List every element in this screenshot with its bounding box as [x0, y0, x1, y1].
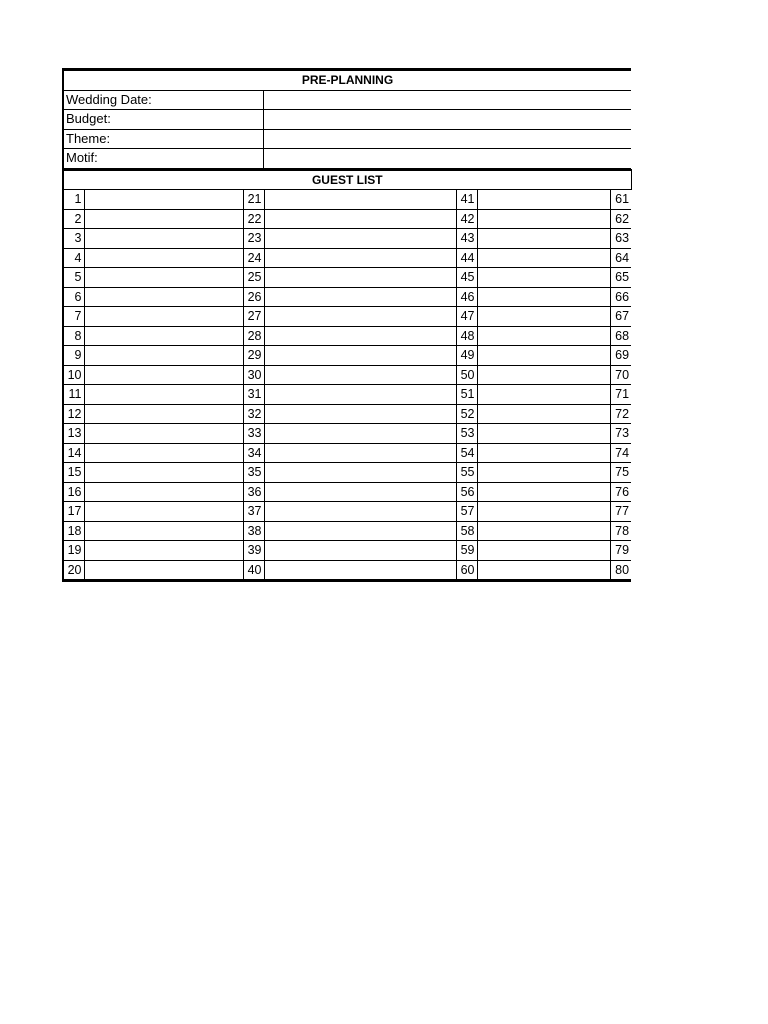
table-row [63, 209, 631, 229]
guest-name-cell[interactable] [84, 248, 243, 268]
guest-number: 2 [63, 209, 84, 229]
guest-number: 1 [63, 190, 84, 210]
guest-number: 63 [610, 229, 631, 249]
table-row [63, 190, 631, 210]
guest-number: 54 [456, 443, 477, 463]
guest-name-cell[interactable] [477, 307, 610, 327]
guest-number: 28 [243, 326, 264, 346]
guest-name-cell[interactable] [84, 268, 243, 288]
guest-number: 5 [63, 268, 84, 288]
guest-number: 18 [63, 521, 84, 541]
field-row-motif [63, 149, 631, 169]
guest-number: 48 [456, 326, 477, 346]
guest-number: 40 [243, 560, 264, 581]
guest-name-cell[interactable] [477, 521, 610, 541]
guest-name-cell[interactable] [477, 229, 610, 249]
guest-number: 51 [456, 385, 477, 405]
guest-name-cell[interactable] [84, 209, 243, 229]
guest-name-cell[interactable] [477, 268, 610, 288]
guest-number: 75 [610, 463, 631, 483]
guest-number: 29 [243, 346, 264, 366]
guest-number: 7 [63, 307, 84, 327]
table-row [63, 346, 631, 366]
table-row [63, 424, 631, 444]
guest-name-cell[interactable] [264, 229, 456, 249]
guest-number: 64 [610, 248, 631, 268]
table-row [63, 443, 631, 463]
guest-number: 10 [63, 365, 84, 385]
guest-name-cell[interactable] [477, 209, 610, 229]
guest-name-cell[interactable] [84, 443, 243, 463]
table-row [63, 541, 631, 561]
guest-number: 39 [243, 541, 264, 561]
guest-name-cell[interactable] [264, 190, 456, 210]
guest-name-cell[interactable] [477, 424, 610, 444]
field-label: Wedding Date: [63, 90, 263, 110]
guest-number: 72 [610, 404, 631, 424]
field-row-budget [63, 110, 631, 130]
guest-name-cell[interactable] [264, 268, 456, 288]
guest-number: 65 [610, 268, 631, 288]
pre-planning-title: PRE-PLANNING [63, 70, 631, 91]
guest-number: 41 [456, 190, 477, 210]
guest-number: 38 [243, 521, 264, 541]
guest-number: 67 [610, 307, 631, 327]
guest-list-table [62, 169, 632, 583]
guest-number: 26 [243, 287, 264, 307]
guest-name-cell[interactable] [477, 248, 610, 268]
guest-number: 14 [63, 443, 84, 463]
guest-number: 17 [63, 502, 84, 522]
guest-number: 25 [243, 268, 264, 288]
field-row-wedding-date [63, 90, 631, 110]
guest-name-cell[interactable] [84, 560, 243, 581]
guest-number: 60 [456, 560, 477, 581]
guest-number: 53 [456, 424, 477, 444]
table-row [63, 229, 631, 249]
guest-number: 45 [456, 268, 477, 288]
guest-name-cell[interactable] [264, 502, 456, 522]
guest-list-title: GUEST LIST [63, 170, 631, 190]
guest-number: 11 [63, 385, 84, 405]
guest-number: 47 [456, 307, 477, 327]
guest-name-cell[interactable] [84, 521, 243, 541]
table-row [63, 248, 631, 268]
guest-number: 68 [610, 326, 631, 346]
table-row [63, 365, 631, 385]
field-label: Budget: [63, 110, 263, 130]
guest-name-cell[interactable] [264, 541, 456, 561]
guest-name-cell[interactable] [264, 287, 456, 307]
guest-name-cell[interactable] [477, 482, 610, 502]
guest-number: 44 [456, 248, 477, 268]
field-label: Theme: [63, 129, 263, 149]
guest-name-cell[interactable] [264, 521, 456, 541]
guest-name-cell[interactable] [477, 541, 610, 561]
guest-name-cell[interactable] [84, 385, 243, 405]
guest-number: 20 [63, 560, 84, 581]
guest-number: 46 [456, 287, 477, 307]
guest-name-cell[interactable] [84, 326, 243, 346]
guest-number: 49 [456, 346, 477, 366]
guest-number: 57 [456, 502, 477, 522]
guest-name-cell[interactable] [477, 560, 610, 581]
guest-number: 23 [243, 229, 264, 249]
pre-planning-table [62, 68, 631, 169]
guest-name-cell[interactable] [84, 190, 243, 210]
field-row-theme [63, 129, 631, 149]
guest-number: 9 [63, 346, 84, 366]
guest-number: 55 [456, 463, 477, 483]
guest-name-cell[interactable] [477, 404, 610, 424]
guest-name-cell[interactable] [84, 424, 243, 444]
guest-number: 36 [243, 482, 264, 502]
guest-name-cell[interactable] [84, 541, 243, 561]
guest-name-cell[interactable] [84, 307, 243, 327]
guest-number: 34 [243, 443, 264, 463]
guest-number: 30 [243, 365, 264, 385]
guest-number: 3 [63, 229, 84, 249]
guest-name-cell[interactable] [264, 326, 456, 346]
guest-name-cell[interactable] [84, 404, 243, 424]
guest-number: 78 [610, 521, 631, 541]
table-row [63, 463, 631, 483]
table-row [63, 560, 631, 581]
guest-number: 24 [243, 248, 264, 268]
guest-name-cell[interactable] [84, 287, 243, 307]
guest-name-cell[interactable] [84, 463, 243, 483]
guest-name-cell[interactable] [264, 346, 456, 366]
guest-name-cell[interactable] [477, 502, 610, 522]
guest-name-cell[interactable] [264, 307, 456, 327]
guest-number: 21 [243, 190, 264, 210]
guest-name-cell[interactable] [84, 365, 243, 385]
guest-number: 74 [610, 443, 631, 463]
guest-number: 73 [610, 424, 631, 444]
guest-name-cell[interactable] [84, 502, 243, 522]
table-row [63, 385, 631, 405]
guest-number: 13 [63, 424, 84, 444]
guest-name-cell[interactable] [84, 229, 243, 249]
guest-number: 8 [63, 326, 84, 346]
guest-number: 42 [456, 209, 477, 229]
table-row [63, 404, 631, 424]
guest-number: 35 [243, 463, 264, 483]
table-row [63, 521, 631, 541]
guest-name-cell[interactable] [264, 443, 456, 463]
guest-number: 50 [456, 365, 477, 385]
guest-number: 15 [63, 463, 84, 483]
guest-name-cell[interactable] [264, 560, 456, 581]
table-row [63, 287, 631, 307]
guest-number: 12 [63, 404, 84, 424]
guest-number: 27 [243, 307, 264, 327]
guest-number: 58 [456, 521, 477, 541]
guest-name-cell[interactable] [477, 346, 610, 366]
guest-number: 52 [456, 404, 477, 424]
table-row [63, 307, 631, 327]
guest-name-cell[interactable] [477, 443, 610, 463]
guest-number: 62 [610, 209, 631, 229]
guest-number: 4 [63, 248, 84, 268]
guest-number: 69 [610, 346, 631, 366]
guest-name-cell[interactable] [84, 346, 243, 366]
guest-number: 56 [456, 482, 477, 502]
table-row [63, 326, 631, 346]
guest-name-cell[interactable] [264, 248, 456, 268]
theme-cell[interactable] [263, 129, 631, 149]
guest-name-cell[interactable] [477, 463, 610, 483]
guest-number: 77 [610, 502, 631, 522]
guest-name-cell[interactable] [264, 209, 456, 229]
planning-sheet [62, 68, 630, 582]
guest-name-cell[interactable] [477, 326, 610, 346]
guest-name-cell[interactable] [477, 287, 610, 307]
guest-number: 70 [610, 365, 631, 385]
field-label: Motif: [63, 149, 263, 169]
guest-name-cell[interactable] [477, 365, 610, 385]
guest-number: 6 [63, 287, 84, 307]
motif-cell[interactable] [263, 149, 631, 169]
guest-number: 61 [610, 190, 631, 210]
guest-number: 37 [243, 502, 264, 522]
guest-name-cell[interactable] [264, 463, 456, 483]
table-row [63, 268, 631, 288]
guest-number: 80 [610, 560, 631, 581]
guest-name-cell[interactable] [264, 482, 456, 502]
table-row [63, 502, 631, 522]
guest-name-cell[interactable] [477, 190, 610, 210]
guest-name-cell[interactable] [84, 482, 243, 502]
guest-number: 59 [456, 541, 477, 561]
guest-number: 43 [456, 229, 477, 249]
guest-name-cell[interactable] [264, 365, 456, 385]
guest-number: 66 [610, 287, 631, 307]
guest-number: 19 [63, 541, 84, 561]
guest-number: 33 [243, 424, 264, 444]
guest-number: 32 [243, 404, 264, 424]
guest-name-cell[interactable] [264, 404, 456, 424]
table-row [63, 482, 631, 502]
guest-number: 79 [610, 541, 631, 561]
guest-number: 31 [243, 385, 264, 405]
wedding-date-cell[interactable] [263, 90, 631, 110]
guest-number: 76 [610, 482, 631, 502]
guest-number: 71 [610, 385, 631, 405]
budget-cell[interactable] [263, 110, 631, 130]
guest-name-cell[interactable] [477, 385, 610, 405]
guest-number: 16 [63, 482, 84, 502]
guest-name-cell[interactable] [264, 424, 456, 444]
guest-number: 22 [243, 209, 264, 229]
guest-name-cell[interactable] [264, 385, 456, 405]
